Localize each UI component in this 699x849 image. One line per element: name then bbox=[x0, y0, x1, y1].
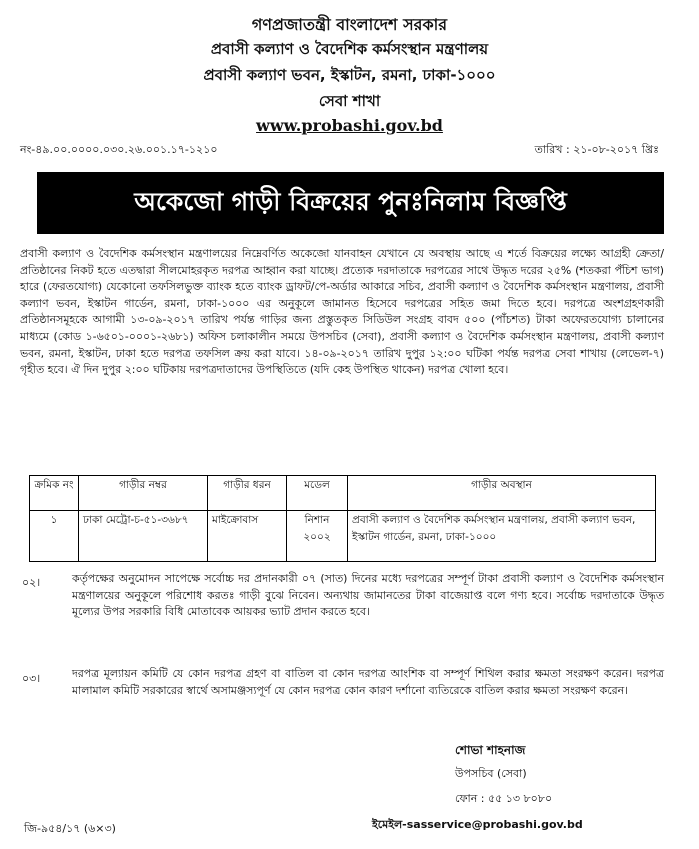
col-vehicle-type: গাড়ীর ধরন bbox=[208, 476, 287, 511]
signatory-designation: উপসচিব (সেবা) bbox=[455, 767, 527, 780]
website-link[interactable]: www.probashi.gov.bd bbox=[256, 116, 443, 135]
header-address: প্রবাসী কল্যাণ ভবন, ইস্কাটন, রমনা, ঢাকা-১০০০ bbox=[203, 66, 496, 84]
clause-number: ০৩। bbox=[22, 672, 41, 685]
cell-location: প্রবাসী কল্যাণ ও বৈদেশিক কর্মসংস্থান মন্ত্রণালয়, প্রবাসী কল্যাণ ভবন, ইস্কাটন গার্ডেন, রমনা, ঢাকা-১০০০ bbox=[348, 511, 656, 562]
col-location: গাড়ীর অবস্থান bbox=[348, 476, 656, 511]
vehicle-table bbox=[29, 475, 656, 562]
memo-date: তারিখ : ২১-০৮-২০১৭ খ্রিঃ bbox=[534, 143, 659, 156]
intro-paragraph: প্রবাসী কল্যাণ ও বৈদেশিক কর্মসংস্থান মন্ত্রণালয়ের নিম্নেবর্ণিত অকেজো যানবাহন যেখানে যে অবস্থায় আছে এ শর্তে বিক্রয়ের লক্ষ্যে আগ্রহী ক্রেতা/প্রতিষ্ঠানের নিকট হতে এতদ্বারা সীলমোহরকৃত দরপত্র আহ্বান করা যাচ্ছে। প্রত্যেক দরদাতাকে দরপত্রের সাথে উদ্ধৃত দরের ২৫% (শতকরা পঁচিশ ভাগ) হারে (ফেরতযোগ্য) যেকোনো তফসিলভুক্ত ব্যাংক হতে ব্যাংক ড্রাফট/পে-অর্ডার আকারে সচিব, প্রবাসী কল্যাণ ও বৈদেশিক কর্মসংস্থান মন্ত্রণালয়, প্রবাসী কল্যাণ ভবন, ইস্কাটন গার্ডেন, রমনা, ঢাকা-১০০০ এর অনুকূলে জামানত হিসেবে দরপত্রের সহিত জমা দিতে হবে। দরপত্রে অংশগ্রহণকারী প্রতিষ্ঠানসমূহকে আগামী ১৩-০৯-২০১৭ তারিখ পর্যন্ত গাড়ির জন্য প্রস্তুতকৃত সিডিউল সংগ্রহ বাবদ ৫০০ (পাঁচশত) টাকা অফেরতযোগ্য চালানের মাধ্যমে (কোড ১-৬৫০১-০০০১-২৬৮১) অফিস চলাকালীন সময়ে উপসচিব (সেবা), প্রবাসী কল্যাণ ও বৈদেশিক কর্মসংস্থান মন্ত্রণালয়, প্রবাসী কল্যাণ ভবন, রমনা, ইস্কাটন, ঢাকা হতে দরপত্র তফসিল ক্রয় করা যাবে। ১৪-০৯-২০১৭ তারিখ দুপুর ১২:০০ ঘটিকা পর্যন্ত দরপত্র সেবা শাখায় (লেভেল-৭) গৃহীত হবে। ঐ দিন দুপুর ২:০০ ঘটিকায় দরপত্রদাতাদের উপস্থিতিতে (যদি কেহ উপস্থিত থাকেন) দরপত্র খোলা হবে। bbox=[20, 247, 664, 377]
header-section: সেবা শাখা bbox=[318, 92, 381, 110]
cell-serial: ১ bbox=[30, 511, 79, 562]
col-serial: ক্রমিক নং bbox=[30, 476, 79, 511]
signatory-phone: ফোন : ৫৫ ১৩ ৮০৮০ bbox=[455, 792, 553, 805]
clause-text: কর্তৃপক্ষের অনুমোদন সাপেক্ষে সর্বোচ্চ দর প্রদানকারী ০৭ (সাত) দিনের মধ্যে দরপত্রের সম্পূর্ণ টাকা প্রবাসী কল্যাণ ও বৈদেশিক কর্মসংস্থান মন্ত্রণালয়ের অনুকূলে পরিশোধ করতঃ গাড়ী বুঝে নিবেন। অন্যথায় জামানতের টাকা বাজেয়াপ্ত বলে গণ্য হবে। সর্বোচ্চ দরদাতাকে উদ্ধৃত মূল্যের উপর সরকারি বিধি মোতাবেক আয়কর ভ্যাট প্রদান করতে হবে। bbox=[72, 572, 664, 619]
signatory-email[interactable]: ইমেইল-sasservice@probashi.gov.bd bbox=[372, 818, 583, 831]
memo-number: নং-৪৯.০০.০০০০.০৩০.২৬.০০১.১৭-১২১০ bbox=[20, 143, 218, 156]
cell-model: নিশান ২০০২ bbox=[287, 511, 348, 562]
table-header-row bbox=[30, 476, 656, 511]
signatory-name: শোভা শাহনাজ bbox=[455, 743, 526, 757]
table-row bbox=[30, 511, 656, 562]
reference-code: জি-৯৫৪/১৭ (৬×৩) bbox=[24, 822, 116, 835]
clause-number: ০২। bbox=[22, 576, 41, 589]
col-vehicle-number: গাড়ীর নম্বর bbox=[79, 476, 208, 511]
header-government: গণপ্রজাতন্ত্রী বাংলাদেশ সরকার bbox=[251, 15, 448, 34]
col-model: মডেল bbox=[287, 476, 348, 511]
cell-vehicle-type: মাইক্রোবাস bbox=[208, 511, 287, 562]
clause-text: দরপত্র মূল্যায়ন কমিটি যে কোন দরপত্র গ্রহণ বা বাতিল বা কোন দরপত্র আংশিক বা সম্পূর্ণ শিথিল করার ক্ষমতা সংরক্ষণ করেন। দরপত্র মালামাল কমিটি সরকারের স্বার্থে অসামঞ্জস্যপূর্ণ যে কোন দরপত্র কোন কারণ দর্শানো ব্যতিরেকে বাতিল করার ক্ষমতা সংরক্ষণ করেন। bbox=[72, 667, 664, 697]
cell-vehicle-number: ঢাকা মেট্রো-চ-৫১-৩৬৮৭ bbox=[79, 511, 208, 562]
notice-title: অকেজো গাড়ী বিক্রয়ের পুনঃনিলাম বিজ্ঞপ্তি bbox=[37, 172, 664, 234]
header-ministry: প্রবাসী কল্যাণ ও বৈদেশিক কর্মসংস্থান মন্ত্রণালয় bbox=[210, 40, 489, 58]
